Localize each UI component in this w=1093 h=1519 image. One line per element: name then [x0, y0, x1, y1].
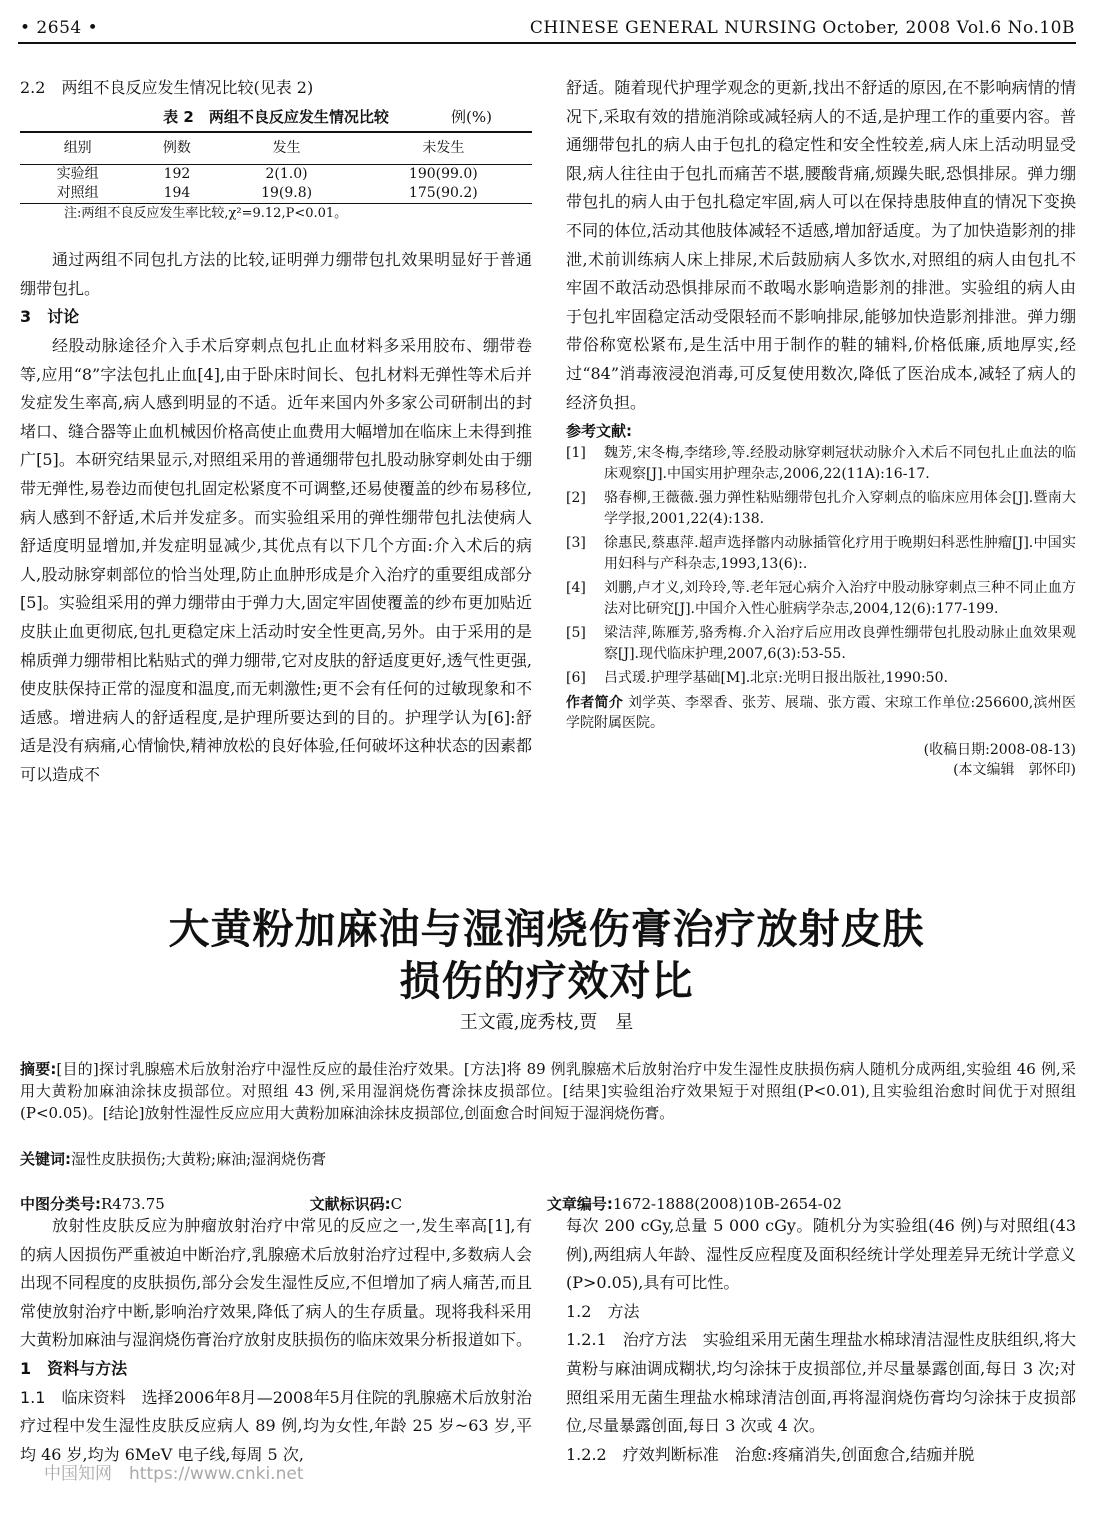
discussion-continued-paragraph: 舒适。随着现代护理学观念的更新,找出不舒适的原因,在不影响病情的情况下,采取有效的措施消除或减轻病人的不适,是护理工作的重要内容。普通绷带包扎的病人由于包扎的稳定性和安全性较差,病人床上活动明显受限,病人往往由于包扎而痛苦不堪,腰酸背痛,烦躁失眠,恐惧排尿。弹力绷带包扎的病人由于包扎稳定牢固,病人可以在保持患肢伸直的情况下变换不同的体位,活动其他肢体减轻不适感,增加舒适度。为了加快造影剂的排泄,术前训练病人床上排尿,术后鼓励病人多饮水,对照组的病人由包扎不牢固不敢活动恐惧排尿而不敢喝水影响造影剂的排泄。实验组的病人由于包扎牢固稳定活动受限轻而不影响排尿,能够加快造影剂排泄。弹力绷带俗称宽松紧布,是生活中用于制作的鞋的辅料,价格低廉,质地厚实,经过“84”消毒液浸泡消毒,可反复使用数次,降低了医治成本,减轻了病人的经济负担。 [566, 78, 1076, 412]
abstract [20, 1058, 1076, 1124]
abstract-text: [目的]探讨乳腺癌术后放射治疗中湿性反应的最佳治疗效果。[方法]将 89 例乳腺癌术后放射治疗中发生湿性皮肤损伤病人随机分成两组,实验组 46 例,采用大黄粉加麻油涂抹皮损部位。对照组 43 例,采用湿润烧伤膏涂抹皮损部位。[结果]实验组治疗效果短于对照组(P<0.01),且实验组治愈时间优于对照组(P<0.05)。[结论]放射性湿性反应应用大黄粉加麻油涂抹皮损部位,创面愈合时间短于湿润烧伤膏。 [20, 1060, 1077, 1122]
conclusion-paragraph: 通过两组不同包扎方法的比较,证明弹力绷带包扎效果明显好于普通绷带包扎。 [20, 250, 532, 298]
section-1-1-text: 选择2006年8月—2008年5月住院的乳腺癌术后放射治疗过程中发生湿性皮肤反应病人 89 例,均为女性,年龄 25 岁~63 岁,平均 46 岁,均为 6MeV 电子线,每周 5 次, [20, 1387, 532, 1464]
classification-row [20, 1193, 1076, 1214]
doc-code-label: 文献标识码: [309, 1195, 391, 1213]
adverse-reaction-table [20, 131, 532, 204]
table-cell: 194 [135, 184, 218, 204]
table-cell: 175(90.2) [355, 184, 532, 204]
table-cell: 19(9.8) [218, 184, 354, 204]
article-title-line-1: 大黄粉加麻油与湿润烧伤膏治疗放射皮肤 [168, 905, 925, 953]
reference-item [566, 668, 1076, 689]
reference-item [566, 623, 1076, 664]
section-1-2-1-paragraph [566, 1326, 1076, 1440]
section-1-heading: 1 资料与方法 [20, 1358, 128, 1378]
right-column-lower [566, 1212, 1076, 1469]
abstract-label: 摘要: [20, 1060, 57, 1078]
table-header-cell: 例数 [135, 132, 218, 165]
clc-label: 中图分类号: [20, 1195, 101, 1213]
reference-text: 骆春柳,王薇薇.强力弹性粘贴绷带包扎介入穿刺点的临床应用体会[J].暨南大学学报,2001,22(4):138. [604, 490, 1076, 527]
header-rule [18, 42, 1076, 44]
section-3-heading: 3 讨论 [20, 307, 80, 327]
table-header-cell: 发生 [218, 132, 354, 165]
reference-text: 吕式瑗.护理学基础[M].北京:光明日报出版社,1990:50. [604, 670, 948, 687]
reference-number: [2] [566, 490, 586, 507]
reference-text: 魏芳,宋冬梅,李绪珍,等.经股动脉穿刺冠状动脉介入术后不同包扎止血法的临床观察[J].中国实用护理杂志,2006,22(11A):16-17. [604, 445, 1076, 482]
article-number-value: 1672-1888(2008)10B-2654-02 [612, 1195, 842, 1213]
reference-text: 徐惠民,蔡惠萍.超声选择髂内动脉插管化疗用于晚期妇科恶性肿瘤[J].中国实用妇科与产科杂志,1993,13(6):. [604, 535, 1076, 572]
table-row [20, 184, 532, 204]
author-info-label: 作者简介 [566, 694, 624, 711]
article-number-label: 文章编号: [546, 1195, 613, 1213]
table-caption-row [20, 103, 532, 132]
reference-number: [5] [566, 625, 586, 642]
table-cell: 对照组 [20, 184, 135, 204]
reference-number: [3] [566, 535, 586, 552]
author-info [566, 693, 1076, 734]
section-2-2-heading: 2.2 两组不良反应发生情况比较(见表 2) [20, 78, 314, 97]
section-1-2-heading: 1.2 方法 [566, 1301, 640, 1321]
author-info-text: 刘学英、李翠香、张芳、展瑞、张方霞、宋琼工作单位:256600,滨州医学院附属医院。 [566, 694, 1077, 732]
doc-code-value: C [390, 1195, 403, 1213]
references-list [566, 443, 1076, 781]
reference-item [566, 578, 1076, 619]
table-note: 注:两组不良反应发生率比较,χ²=9.12,P<0.01。 [64, 206, 348, 222]
keywords-label: 关键词: [20, 1150, 71, 1168]
article-authors: 王文霞,庞秀枝,贾 星 [459, 1012, 634, 1033]
discussion-paragraph: 经股动脉途径介入手术后穿刺点包扎止血材料多采用胶布、绷带卷等,应用“8”字法包扎止血[4],由于卧床时间长、包扎材料无弹性等术后并发症发生率高,病人感到明显的不适。近年来国内外多家公司研制出的封堵口、缝合器等止血机械因价格高使止血费用大幅增加在临床上未得到推广[5]。本研究结果显示,对照组采用的普通绷带包扎股动脉穿刺处由于绷带无弹性,易卷边而使包扎固定松紧度不可调整,还易使覆盖的纱布易移位,病人感到不舒适,术后并发症多。而实验组采用的弹性绷带包扎法使病人舒适度明显增加,并发症明显减少,其优点有以下几个方面:介入术后的病人,股动脉穿刺部位的恰当处理,防止血肿形成是介入治疗的重要组成部分[5]。实验组采用的弹力绷带由于弹力大,固定牢固使覆盖的纱布更加贴近皮肤止血更彻底,包扎更稳定床上活动时安全性更高,另外。由于采用的是棉质弹力绷带相比粘贴式的弹力绷带,它对皮肤的舒适度更好,透气性更强,使皮肤保持正常的湿度和温度,而无刺激性;更不会有任何的过敏现象和不适感。增进病人的舒适程度,是护理所要达到的目的。护理学认为[6]:舒适是没有病痛,心情愉快,精神放松的良好体验,任何破坏这种状态的因素都可以造成不 [20, 335, 533, 784]
reference-text: 梁洁萍,陈雁芳,骆秀梅.介入治疗后应用改良弹性绷带包扎股动脉止血效果观察[J].现代临床护理,2007,6(3):53-55. [604, 625, 1076, 662]
table-caption: 表 2 两组不良反应发生情况比较 [163, 107, 389, 126]
grouping-paragraph: 每次 200 cGy,总量 5 000 cGy。随机分为实验组(46 例)与对照组(43 例),两组病人年龄、湿性反应程度及面积经统计学处理差异无统计学意义(P>0.05),具有可比性。 [566, 1216, 1076, 1293]
table-row [20, 165, 532, 185]
article-title-line-2: 损伤的疗效对比 [399, 957, 694, 1005]
article-number [547, 1195, 912, 1213]
table-cell: 实验组 [56, 166, 99, 183]
table-header-row [20, 132, 532, 165]
cnki-watermark: 中国知网 https://www.cnki.net [44, 1464, 304, 1484]
table-cell: 192 [163, 166, 191, 183]
left-column-lower [20, 1212, 532, 1469]
reference-number: [4] [566, 580, 586, 597]
keywords-text: 湿性皮肤损伤;大黄粉;麻油;湿润烧伤膏 [71, 1150, 327, 1168]
clc-value: R473.75 [101, 1195, 165, 1213]
reference-item [566, 488, 1076, 529]
section-1-2-1-text: 实验组采用无菌生理盐水棉球清洁湿性皮肤组织,将大黄粉与麻油调成糊状,均匀涂抹于皮损部位,并尽量暴露创面,每日 3 次;对照组采用无菌生理盐水棉球清洁创面,再将湿润烧伤膏均匀涂抹于皮损部位,尽量暴露创面,每日 3 次或 4 次。 [566, 1330, 1076, 1436]
right-column-upper [566, 74, 1076, 781]
section-1-2-2-label: 1.2.2 疗效判断标准 [566, 1444, 719, 1464]
received-date: (收稿日期:2008-08-13) [923, 741, 1076, 758]
reference-text: 刘鹏,卢才义,刘玲玲,等.老年冠心病介入治疗中股动脉穿刺点三种不同止血方法对比研究[J].中国介入性心脏病学杂志,2004,12(6):177-199. [604, 580, 1076, 617]
section-1-1-label: 1.1 临床资料 [20, 1387, 126, 1407]
section-1-1-paragraph [20, 1384, 532, 1470]
journal-header: CHINESE GENERAL NURSING October, 2008 Vol.6 No.10B [529, 18, 1075, 38]
reference-number: [6] [566, 670, 586, 687]
table-cell: 2(1.0) [265, 166, 308, 183]
section-1-2-2-paragraph [566, 1441, 1076, 1470]
left-column-upper [20, 74, 532, 789]
reference-number: [1] [566, 445, 586, 462]
reference-item [566, 443, 1076, 484]
page-number: • 2654 • [20, 18, 99, 38]
clc-code [20, 1195, 235, 1213]
table-header-cell: 未发生 [355, 132, 532, 165]
table-cell: 190(99.0) [408, 166, 478, 183]
intro-paragraph: 放射性皮肤反应为肿瘤放射治疗中常见的反应之一,发生率高[1],有的病人因损伤严重被迫中断治疗,乳腺癌术后放射治疗过程中,多数病人会出现不同程度的皮肤损伤,部分会发生湿性反应,不但增加了病人痛苦,而且常使放射治疗中断,影响治疗效果,降低了病人的生存质量。现将我科采用大黄粉加麻油与湿润烧伤膏治疗放射皮肤损伤的临床效果分析报道如下。 [20, 1216, 533, 1350]
section-1-2-2-text: 治愈:疼痛消失,创面愈合,结痂并脱 [734, 1444, 975, 1464]
table-header-cell: 组别 [20, 132, 135, 165]
references-heading: 参考文献: [566, 422, 632, 441]
reference-item [566, 533, 1076, 574]
doc-code [310, 1195, 472, 1213]
editor-note: (本文编辑 郭怀印) [953, 762, 1076, 779]
table-unit: 例(%) [451, 107, 492, 126]
keywords [20, 1148, 1076, 1170]
section-1-2-1-label: 1.2.1 治疗方法 [566, 1330, 687, 1350]
